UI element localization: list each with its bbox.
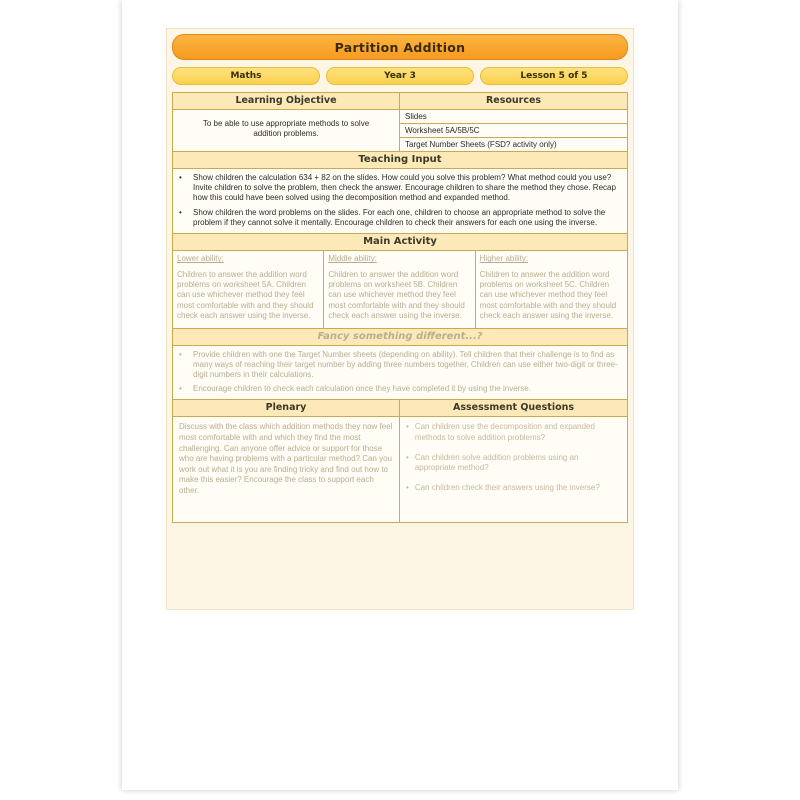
assessment-questions (400, 417, 627, 522)
table-row-plenary-assessment-bodies (173, 417, 627, 523)
bullet-icon: • (179, 384, 182, 394)
resource-item: Worksheet 5A/5B/5C (400, 124, 627, 138)
ability-label-lower: Lower ability: (177, 254, 224, 264)
ability-columns (173, 251, 627, 327)
assessment-question (406, 453, 621, 474)
bullet-icon: • (406, 482, 409, 492)
assessment-question (406, 483, 621, 494)
ability-group-higher (476, 251, 627, 327)
bullet-icon: • (406, 452, 409, 462)
main-activity-heading: Main Activity (173, 234, 627, 251)
plenary-assessment-columns (173, 417, 627, 522)
bullet-icon: • (179, 349, 182, 359)
main-activity-body (173, 251, 627, 328)
learning-objective-text: To be able to use appropriate methods to solve addition problems. (202, 119, 370, 138)
meta-pill-row (172, 67, 628, 85)
teaching-input-bullet-text: Show children the word problems on the slides. For each one, children to choose an appropriate method to solve the problem if they cannot solve it mentally. Encourage children to check their answers for each one using the inverse. (193, 207, 606, 227)
fancy-activity-bullet-text: Encourage children to check each calculation once they have completed it by using the inverse. (193, 384, 531, 394)
ability-group-lower (173, 251, 324, 327)
table-row-headers (173, 93, 627, 110)
resource-item: Target Number Sheets (FSD? activity only) (405, 140, 557, 149)
resources-heading: Resources (400, 93, 627, 109)
meta-pill-year: Year 3 (326, 67, 474, 85)
learning-objective-heading: Learning Objective (173, 93, 400, 109)
ability-label-higher: Higher ability: (479, 254, 529, 264)
page-title: Partition Addition (172, 34, 628, 60)
meta-pill-subject: Maths (172, 67, 320, 85)
assessment-question-text: Can children use the decomposition and expanded methods to solve addition problems? (414, 422, 595, 442)
bullet-icon: • (179, 207, 182, 217)
table-row-plenary-assessment-headings (173, 400, 627, 417)
lesson-table (172, 92, 628, 523)
teaching-input-bullet-text: Show children the calculation 634 + 82 on the slides. How could you solve this problem? What method could you use? Invite children to solve the problem, then check the answer. Encourage children to share the method they chose. Recap how this could have been solved using the decomposition method and expanded method. (193, 173, 616, 203)
assessment-question-text: Can children solve addition problems using an appropriate method? (414, 452, 579, 473)
ability-group-middle (324, 251, 475, 327)
teaching-input-heading: Teaching Input (173, 152, 627, 169)
fancy-activity-bullet (179, 384, 621, 394)
fancy-activity-heading: Fancy something different...? (173, 329, 627, 346)
ability-text-lower: Children to answer the addition word problems on worksheet 5A. Children can use whichever method they feel most comfortable with and they should check each answer using the inverse. (177, 269, 314, 321)
bullet-icon: • (406, 422, 409, 432)
teaching-input-bullet (179, 173, 621, 204)
plenary-text: Discuss with the class which addition methods they now feel most comfortable with and which they find the most challenging. Can anyone offer advice or support for those who are having problems with a particular method? Can you work out what it is you are finding tricky and find out how to make this easier? Encourage the class to support each other. (173, 417, 400, 522)
fancy-activity-bullet-text: Provide children with one the Target Number sheets (depending on ability). Tell children that their challenge is to find as many ways of reaching their target number by adding three numbers together. Children can use either two-digit or three-digit numbers in their calculations. (193, 349, 618, 379)
resources-cell (400, 110, 627, 151)
teaching-input-body (173, 169, 627, 234)
lesson-plan-content (172, 34, 628, 523)
assessment-heading: Assessment Questions (400, 400, 627, 416)
assessment-question (406, 422, 621, 443)
ability-label-middle: Middle ability: (328, 254, 377, 264)
ability-text-higher: Children to answer the addition word problems on worksheet 5C. Children can use whichever method they feel most comfortable with and they should check each answer using the inverse. (479, 269, 617, 321)
assessment-question-text: Can children check their answers using the inverse? (414, 482, 600, 492)
teaching-input-bullet (179, 208, 621, 228)
ability-text-middle: Children to answer the addition word problems on worksheet 5B. Children can use whichever method they feel most comfortable with and they should check each answer using the inverse. (328, 269, 465, 321)
meta-pill-lesson: Lesson 5 of 5 (480, 67, 628, 85)
fancy-activity-body (173, 346, 627, 401)
fancy-activity-bullet (179, 350, 621, 381)
plenary-heading: Plenary (173, 400, 400, 416)
learning-objective-cell (173, 110, 400, 151)
bullet-icon: • (179, 173, 182, 182)
resource-item: Slides (400, 110, 627, 124)
table-row-objective-resources (173, 110, 627, 152)
